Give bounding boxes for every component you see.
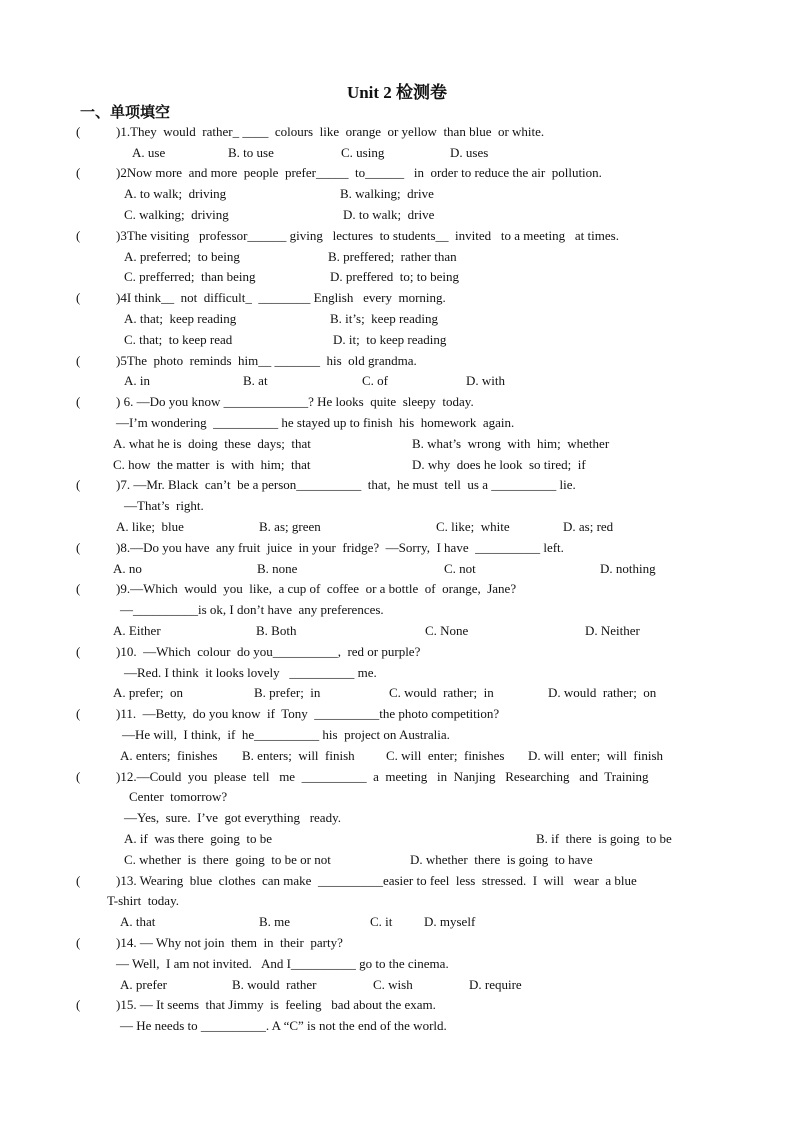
question-15-stem: )15. — It seems that Jimmy is feeling bad about the exam. — [116, 997, 436, 1012]
q12-option-d: D. whether there is going to have — [410, 852, 593, 867]
question-12-stem: )12.—Could you please tell me __________ a meeting in Nanjing Researching and Training — [116, 769, 649, 784]
q3-option-c: C. prefferred; than being — [124, 269, 256, 284]
question-5: ( )5The photo reminds him__ _______ his old grandma. — [76, 353, 417, 368]
question-13-line1b: T-shirt today. — [107, 893, 179, 908]
section-heading: 一、单项填空 — [80, 105, 171, 121]
q3-option-a: A. preferred; to being — [124, 249, 240, 264]
q11-option-a: A. enters; finishes — [120, 748, 218, 763]
q10-option-b: B. prefer; in — [254, 685, 321, 700]
question-5-stem: )5The photo reminds him__ _______ his old grandma. — [116, 353, 417, 368]
q7-option-c: C. like; white — [436, 519, 510, 534]
question-12-line1b: Center tomorrow? — [129, 789, 228, 804]
q6-option-c: C. how the matter is with him; that — [113, 457, 311, 472]
question-12-line2: —Yes, sure. I’ve got everything ready. — [124, 810, 341, 825]
question-8: ( )8.—Do you have any fruit juice in your fridge? —Sorry, I have __________ left. — [76, 540, 564, 555]
question-3: ( )3The visiting professor______ giving lectures to students__ invited to a meeting at times. — [76, 228, 619, 243]
q14-option-c: C. wish — [373, 977, 413, 992]
question-14-stem: )14. — Why not join them in their party? — [116, 935, 343, 950]
q9-option-d: D. Neither — [585, 623, 640, 638]
q5-option-d: D. with — [466, 373, 505, 388]
q6-option-b: B. what’s wrong with him; whether — [412, 436, 610, 451]
q14-option-b: B. would rather — [232, 977, 317, 992]
q2-option-b: B. walking; drive — [340, 186, 434, 201]
question-6: ( ) 6. —Do you know _____________? He looks quite sleepy today. — [76, 394, 474, 409]
page-title: Unit 2 检测卷 — [346, 83, 448, 102]
q10-option-c: C. would rather; in — [389, 685, 494, 700]
q8-option-b: B. none — [257, 561, 298, 576]
q12-option-c: C. whether is there going to be or not — [124, 852, 331, 867]
q7-option-d: D. as; red — [563, 519, 614, 534]
q9-option-b: B. Both — [256, 623, 297, 638]
q7-option-b: B. as; green — [259, 519, 321, 534]
q14-option-a: A. prefer — [120, 977, 167, 992]
question-6-line2: —I’m wondering __________ he stayed up to finish his homework again. — [116, 415, 515, 430]
q6-option-a: A. what he is doing these days; that — [113, 436, 311, 451]
q12-option-a: A. if was there going to be — [124, 831, 273, 846]
q1-option-c: C. using — [341, 145, 385, 160]
q5-option-c: C. of — [362, 373, 388, 388]
question-4-stem: )4I think__ not difficult_ ________ English every morning. — [116, 290, 446, 305]
question-1-stem: )1.They would rather_ ____ colours like orange or yellow than blue or white. — [116, 124, 545, 139]
q12-option-b: B. if there is going to be — [536, 831, 672, 846]
q2-option-a: A. to walk; driving — [124, 186, 227, 201]
question-2-stem: )2Now more and more people prefer_____ to______ in order to reduce the air pollution. — [116, 165, 602, 180]
q4-option-b: B. it’s; keep reading — [330, 311, 438, 326]
question-2: ( )2Now more and more people prefer_____ to______ in order to reduce the air pollution. — [76, 165, 602, 180]
question-14: ( )14. — Why not join them in their party? — [76, 935, 343, 950]
question-9-line2: —__________is ok, I don’t have any preferences. — [120, 602, 384, 617]
q1-option-a: A. use — [132, 145, 166, 160]
q13-option-a: A. that — [120, 914, 156, 929]
q6-option-d: D. why does he look so tired; if — [412, 457, 586, 472]
q1-option-d: D. uses — [450, 145, 489, 160]
question-1: ( )1.They would rather_ ____ colours like orange or yellow than blue or white. — [76, 124, 545, 139]
q2-option-c: C. walking; driving — [124, 207, 229, 222]
question-4: ( )4I think__ not difficult_ ________ English every morning. — [76, 290, 446, 305]
q11-option-b: B. enters; will finish — [242, 748, 355, 763]
q4-option-a: A. that; keep reading — [124, 311, 237, 326]
question-9-stem: )9.—Which would you like, a cup of coffee or a bottle of orange, Jane? — [116, 581, 517, 596]
question-7: ( )7. —Mr. Black can’t be a person__________ that, he must tell us a __________ lie. — [76, 477, 576, 492]
q8-option-d: D. nothing — [600, 561, 656, 576]
q3-option-d: D. preffered to; to being — [330, 269, 459, 284]
question-15-line2: — He needs to __________. A “C” is not the end of the world. — [120, 1018, 447, 1033]
question-10: ( )10. —Which colour do you__________, red or purple? — [76, 644, 421, 659]
q5-option-b: B. at — [243, 373, 268, 388]
question-13-stem: )13. Wearing blue clothes can make __________easier to feel less stressed. I will wear a blue — [116, 873, 637, 888]
q8-option-c: C. not — [444, 561, 476, 576]
q11-option-d: D. will enter; will finish — [528, 748, 664, 763]
question-15: ( )15. — It seems that Jimmy is feeling bad about the exam. — [76, 997, 436, 1012]
q4-option-d: D. it; to keep reading — [333, 332, 447, 347]
question-8-stem: )8.—Do you have any fruit juice in your fridge? —Sorry, I have __________ left. — [116, 540, 564, 555]
question-6-stem: ) 6. —Do you know _____________? He looks quite sleepy today. — [116, 394, 474, 409]
q9-option-c: C. None — [425, 623, 469, 638]
question-9: ( )9.—Which would you like, a cup of coffee or a bottle of orange, Jane? — [76, 581, 517, 596]
q4-option-c: C. that; to keep read — [124, 332, 233, 347]
q10-option-a: A. prefer; on — [113, 685, 184, 700]
q8-option-a: A. no — [113, 561, 142, 576]
question-11: ( )11. —Betty, do you know if Tony __________the photo competition? — [76, 706, 500, 721]
q10-option-d: D. would rather; on — [548, 685, 657, 700]
q11-option-c: C. will enter; finishes — [386, 748, 505, 763]
question-14-line2: — Well, I am not invited. And I__________ go to the cinema. — [116, 956, 449, 971]
q13-option-b: B. me — [259, 914, 291, 929]
q13-option-c: C. it — [370, 914, 393, 929]
q2-option-d: D. to walk; drive — [343, 207, 435, 222]
question-13: ( )13. Wearing blue clothes can make __________easier to feel less stressed. I will wear a blue — [76, 873, 637, 888]
question-7-line2: —That’s right. — [124, 498, 204, 513]
q1-option-b: B. to use — [228, 145, 274, 160]
question-10-line2: —Red. I think it looks lovely __________ me. — [124, 665, 377, 680]
q9-option-a: A. Either — [113, 623, 161, 638]
question-3-stem: )3The visiting professor______ giving lectures to students__ invited to a meeting at times. — [116, 228, 619, 243]
question-10-stem: )10. —Which colour do you__________, red or purple? — [116, 644, 421, 659]
q5-option-a: A. in — [124, 373, 150, 388]
question-7-stem: )7. —Mr. Black can’t be a person__________ that, he must tell us a __________ lie. — [116, 477, 576, 492]
q13-option-d: D. myself — [424, 914, 476, 929]
question-11-stem: )11. —Betty, do you know if Tony __________the photo competition? — [116, 706, 500, 721]
q14-option-d: D. require — [469, 977, 522, 992]
question-12: ( )12.—Could you please tell me __________ a meeting in Nanjing Researching and Training — [76, 769, 649, 784]
q3-option-b: B. preffered; rather than — [328, 249, 457, 264]
question-11-line2: —He will, I think, if he__________ his project on Australia. — [122, 727, 450, 742]
q7-option-a: A. like; blue — [116, 519, 184, 534]
